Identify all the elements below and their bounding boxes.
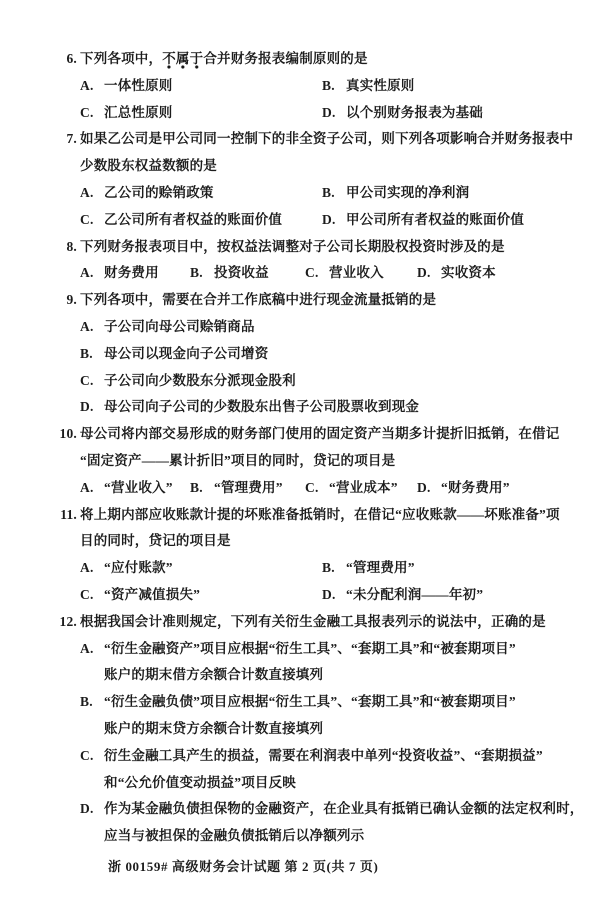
option-b [190, 475, 305, 502]
option-label: B. [322, 77, 335, 93]
question-9 [43, 287, 583, 421]
option-label: D. [417, 479, 431, 495]
option-label: D. [80, 399, 94, 415]
option-text: 作为某金融负债担保物的金融资产，在企业具有抵销已确认金额的法定权利时， [104, 801, 584, 817]
stem-text: 下列各项中， [80, 51, 163, 66]
question-8-stem [43, 234, 583, 261]
option-line [104, 770, 583, 797]
option-label: A. [80, 318, 94, 334]
option-a [80, 555, 322, 582]
option-label: D. [322, 104, 336, 120]
question-11-stem-line2 [80, 528, 583, 555]
question-7-options [80, 180, 583, 234]
question-number: 6. [66, 51, 77, 66]
question-12-options [80, 636, 583, 850]
option-a [80, 180, 322, 207]
option-label: D. [417, 265, 431, 281]
question-10-options [80, 475, 583, 502]
option-text: “营业收入” [104, 479, 173, 495]
option-row [80, 260, 583, 287]
option-text: 账户的期末贷方余额合计数直接填列 [104, 720, 324, 736]
option-c [80, 207, 322, 234]
option-a [80, 260, 190, 287]
option-text: 母公司以现金向子公司增资 [104, 345, 269, 361]
option-c [305, 475, 417, 502]
option-d [322, 100, 483, 127]
option-row [80, 582, 583, 609]
option-label: A. [80, 479, 94, 495]
option-d [417, 260, 496, 287]
option-label: C. [305, 479, 319, 495]
option-d [417, 475, 510, 502]
question-11-options [80, 555, 583, 609]
question-9-stem [43, 287, 583, 314]
option-row [80, 180, 583, 207]
question-11 [43, 502, 583, 609]
option-d [80, 796, 583, 850]
option-label: B. [190, 479, 203, 495]
option-b [322, 555, 415, 582]
stem-emphasized-text: 不属于 [162, 51, 203, 69]
option-text: 以个别财务报表为基础 [346, 104, 483, 120]
option-line [104, 823, 583, 850]
option-c [80, 582, 322, 609]
option-label: D. [80, 801, 94, 817]
question-7-stem-line2 [80, 153, 583, 180]
option-label: A. [80, 265, 94, 281]
option-text: 真实性原则 [346, 77, 415, 93]
stem-text: 少数股东权益数额的是 [80, 158, 217, 174]
question-12 [43, 609, 583, 850]
exam-content [43, 46, 583, 850]
option-d [80, 394, 583, 421]
option-label: C. [80, 372, 94, 388]
option-text: “衍生金融资产”项目应根据“衍生工具”、“套期工具”和“被套期项目” [104, 640, 516, 656]
option-label: C. [80, 747, 94, 763]
question-7-stem [43, 126, 583, 153]
option-label: D. [322, 211, 336, 227]
option-line [80, 743, 583, 770]
question-8-options [80, 260, 583, 287]
question-9-options [80, 314, 583, 421]
option-a [80, 636, 583, 690]
stem-text: 下列财务报表项目中，按权益法调整对子公司长期股权投资时涉及的是 [80, 238, 505, 254]
option-b [80, 341, 583, 368]
option-label: C. [305, 265, 319, 281]
question-number: 9. [66, 292, 77, 308]
option-text: 母公司向子公司的少数股东出售子公司股票收到现金 [104, 399, 420, 415]
option-text: 实收资本 [441, 265, 496, 281]
option-b [190, 260, 305, 287]
option-text: 甲公司实现的净利润 [346, 184, 470, 200]
option-text: 乙公司的赊销政策 [104, 184, 214, 200]
option-c [80, 743, 583, 797]
option-label: B. [80, 345, 93, 361]
option-b [80, 689, 583, 743]
option-a [80, 314, 583, 341]
option-text: 汇总性原则 [104, 104, 173, 120]
option-label: B. [322, 560, 335, 576]
option-row [80, 475, 583, 502]
option-c [80, 368, 583, 395]
question-number: 12. [59, 613, 77, 629]
stem-text: 将上期内部应收账款计提的坏账准备抵销时，在借记“应收账款——坏账准备”项 [80, 506, 560, 522]
option-line [104, 662, 583, 689]
option-line [80, 689, 583, 716]
stem-text: 合并财务报表编制原则的是 [203, 51, 368, 66]
option-b [322, 180, 469, 207]
question-6-options [80, 73, 583, 127]
option-label: C. [80, 211, 94, 227]
stem-text: 下列各项中，需要在合并工作底稿中进行现金流量抵销的是 [80, 292, 437, 308]
option-text: “应付账款” [104, 560, 173, 576]
option-label: A. [80, 77, 94, 93]
option-row [80, 73, 583, 100]
question-12-stem [43, 609, 583, 636]
option-c [80, 100, 322, 127]
stem-text: “固定资产——累计折旧”项目的同时，贷记的项目是 [80, 452, 396, 468]
option-label: D. [322, 586, 336, 602]
question-7 [43, 126, 583, 233]
page-footer: 浙 00159# 高级财务会计试题 第 2 页(共 7 页) [108, 859, 379, 874]
option-text: “未分配利润——年初” [346, 586, 484, 602]
option-a [80, 73, 322, 100]
option-a [80, 475, 190, 502]
option-line [80, 796, 583, 823]
option-text: “管理费用” [346, 560, 415, 576]
question-number: 7. [66, 131, 77, 147]
option-line [104, 716, 583, 743]
option-row [80, 100, 583, 127]
option-text: “衍生金融负债”项目应根据“衍生工具”、“套期工具”和“被套期项目” [104, 694, 516, 710]
stem-text: 如果乙公司是甲公司同一控制下的非全资子公司，则下列各项影响合并财务报表中 [80, 131, 574, 147]
option-label: A. [80, 560, 94, 576]
option-line [80, 636, 583, 663]
option-label: B. [80, 694, 93, 710]
option-text: 甲公司所有者权益的账面价值 [346, 211, 525, 227]
option-text: 子公司向少数股东分派现金股利 [104, 372, 296, 388]
option-label: A. [80, 184, 94, 200]
option-b [322, 73, 415, 100]
option-text: 应当与被担保的金融负债抵销后以净额列示 [104, 828, 365, 844]
option-text: “资产减值损失” [104, 586, 201, 602]
option-text: 营业收入 [329, 265, 384, 281]
option-text: 衍生金融工具产生的损益，需要在利润表中单列“投资收益”、“套期损益” [104, 747, 543, 763]
stem-text: 母公司将内部交易形成的财务部门使用的固定资产当期多计提折旧抵销，在借记 [80, 426, 560, 442]
question-11-stem [43, 502, 583, 529]
question-6 [43, 46, 583, 126]
option-text: “管理费用” [214, 479, 283, 495]
option-label: C. [80, 104, 94, 120]
option-label: A. [80, 640, 94, 656]
question-6-stem [43, 46, 583, 73]
question-10-stem-line2 [80, 448, 583, 475]
option-label: C. [80, 586, 94, 602]
question-number: 8. [66, 238, 77, 254]
option-text: 财务费用 [104, 265, 159, 281]
option-row [80, 207, 583, 234]
option-label: B. [190, 265, 203, 281]
question-number: 11. [60, 506, 77, 522]
option-text: 账户的期末借方余额合计数直接填列 [104, 667, 324, 683]
option-c [305, 260, 417, 287]
option-text: “营业成本” [329, 479, 398, 495]
stem-text: 目的同时，贷记的项目是 [80, 533, 231, 549]
option-label: B. [322, 184, 335, 200]
option-row [80, 555, 583, 582]
question-10 [43, 421, 583, 501]
option-text: 子公司向母公司赊销商品 [104, 318, 255, 334]
option-text: 投资收益 [214, 265, 269, 281]
question-10-stem [43, 421, 583, 448]
question-number: 10. [59, 426, 77, 442]
option-text: 一体性原则 [104, 77, 173, 93]
question-8 [43, 234, 583, 288]
option-d [322, 582, 483, 609]
option-text: 和“公允价值变动损益”项目反映 [104, 774, 296, 790]
stem-text: 根据我国会计准则规定，下列有关衍生金融工具报表列示的说法中，正确的是 [80, 613, 546, 629]
option-text: 乙公司所有者权益的账面价值 [104, 211, 283, 227]
option-text: “财务费用” [441, 479, 510, 495]
option-d [322, 207, 524, 234]
